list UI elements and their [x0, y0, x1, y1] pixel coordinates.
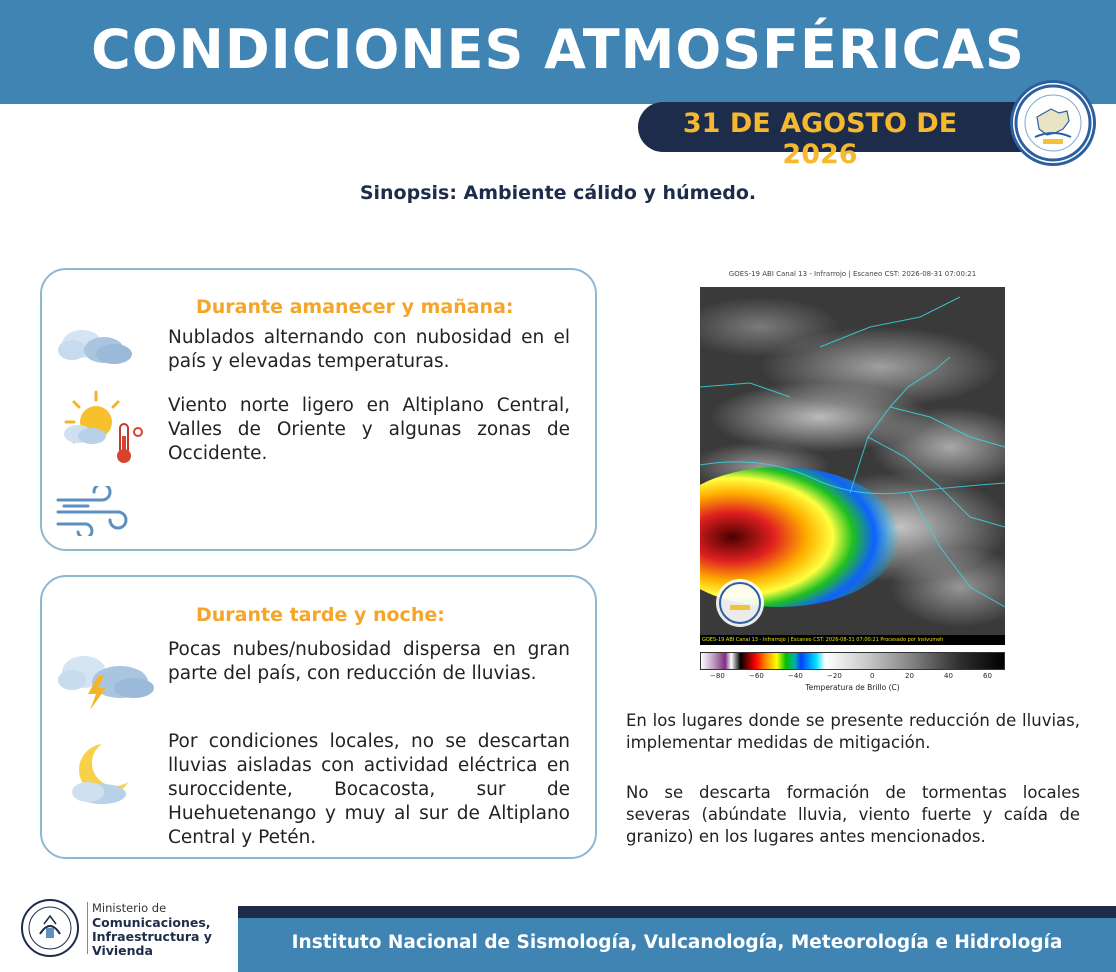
- colorbar-tick: −80: [710, 672, 725, 680]
- ministry-name-line1: Ministerio de: [92, 901, 167, 915]
- wind-icon: [54, 486, 134, 540]
- colorbar-tick: 0: [870, 672, 875, 680]
- colorbar-tick: −20: [827, 672, 842, 680]
- ministry-divider: [87, 902, 88, 954]
- satellite-caption: GOES-19 ABI Canal 13 - Infrarrojo | Escaneo CST: 2026-08-31 07:00:21: [728, 270, 977, 278]
- note-mitigation: En los lugares donde se presente reducción de lluvias, implementar medidas de mitigación.: [626, 711, 1080, 752]
- colorbar-tick: 20: [905, 672, 914, 680]
- morning-heading: Durante amanecer y mañana:: [196, 296, 514, 318]
- sun-thermometer-icon: [58, 388, 150, 472]
- colorbar-tick: −40: [788, 672, 803, 680]
- colorbar-tick: 40: [944, 672, 953, 680]
- insivumeh-logo: [1010, 80, 1096, 166]
- ministry-name-line2: Comunicaciones,: [92, 915, 211, 930]
- ministry-name-line4: Vivienda: [92, 943, 153, 958]
- colorbar-tick: 60: [983, 672, 992, 680]
- bottom-banner-stripe: [238, 906, 1116, 918]
- moon-cloud-icon: [62, 738, 142, 812]
- colorbar: [700, 652, 1005, 670]
- satellite-footer: GOES-19 ABI Canal 13 - Infrarrojo | Escaneo CST: 2026-08-31 07:00:21 Procesado por Insivumeh: [700, 635, 1005, 645]
- date-label: 31 DE AGOSTO DE 2026: [682, 108, 958, 170]
- guatemala-seal: [20, 898, 80, 958]
- evening-paragraph-2: Por condiciones locales, no se descartan lluvias aisladas con actividad eléctrica en suroccidente, Bocacosta, sur de Huehuetenango y muy al sur de Altiplano Central y Petén.: [168, 731, 570, 848]
- colorbar-label: Temperatura de Brillo (C): [805, 683, 900, 692]
- synopsis: Sinopsis: Ambiente cálido y húmedo.: [359, 182, 757, 204]
- evening-paragraph-1: Pocas nubes/nubosidad dispersa en gran parte del país, con reducción de lluvias.: [168, 639, 570, 684]
- note-storms: No se descarta formación de tormentas locales severas (abúndate lluvia, viento fuerte y caída de granizo) en los lugares antes mencionados.: [626, 783, 1080, 846]
- cloud-icon: [54, 322, 134, 370]
- storm-cloud-icon: [54, 650, 158, 718]
- satellite-image: [700, 287, 1005, 644]
- morning-paragraph-2: Viento norte ligero en Altiplano Central, Valles de Oriente y algunas zonas de Occidente.: [168, 395, 570, 464]
- evening-heading: Durante tarde y noche:: [196, 604, 445, 626]
- ministry-name-line3: Infraestructura y: [92, 929, 212, 944]
- institute-name: Instituto Nacional de Sismología, Vulcanología, Meteorología e Hidrología: [291, 932, 1063, 953]
- colorbar-tick: −60: [749, 672, 764, 680]
- morning-paragraph-1: Nublados alternando con nubosidad en el país y elevadas temperaturas.: [168, 327, 570, 372]
- page-title: CONDICIONES ATMOSFÉRICAS: [91, 18, 1025, 81]
